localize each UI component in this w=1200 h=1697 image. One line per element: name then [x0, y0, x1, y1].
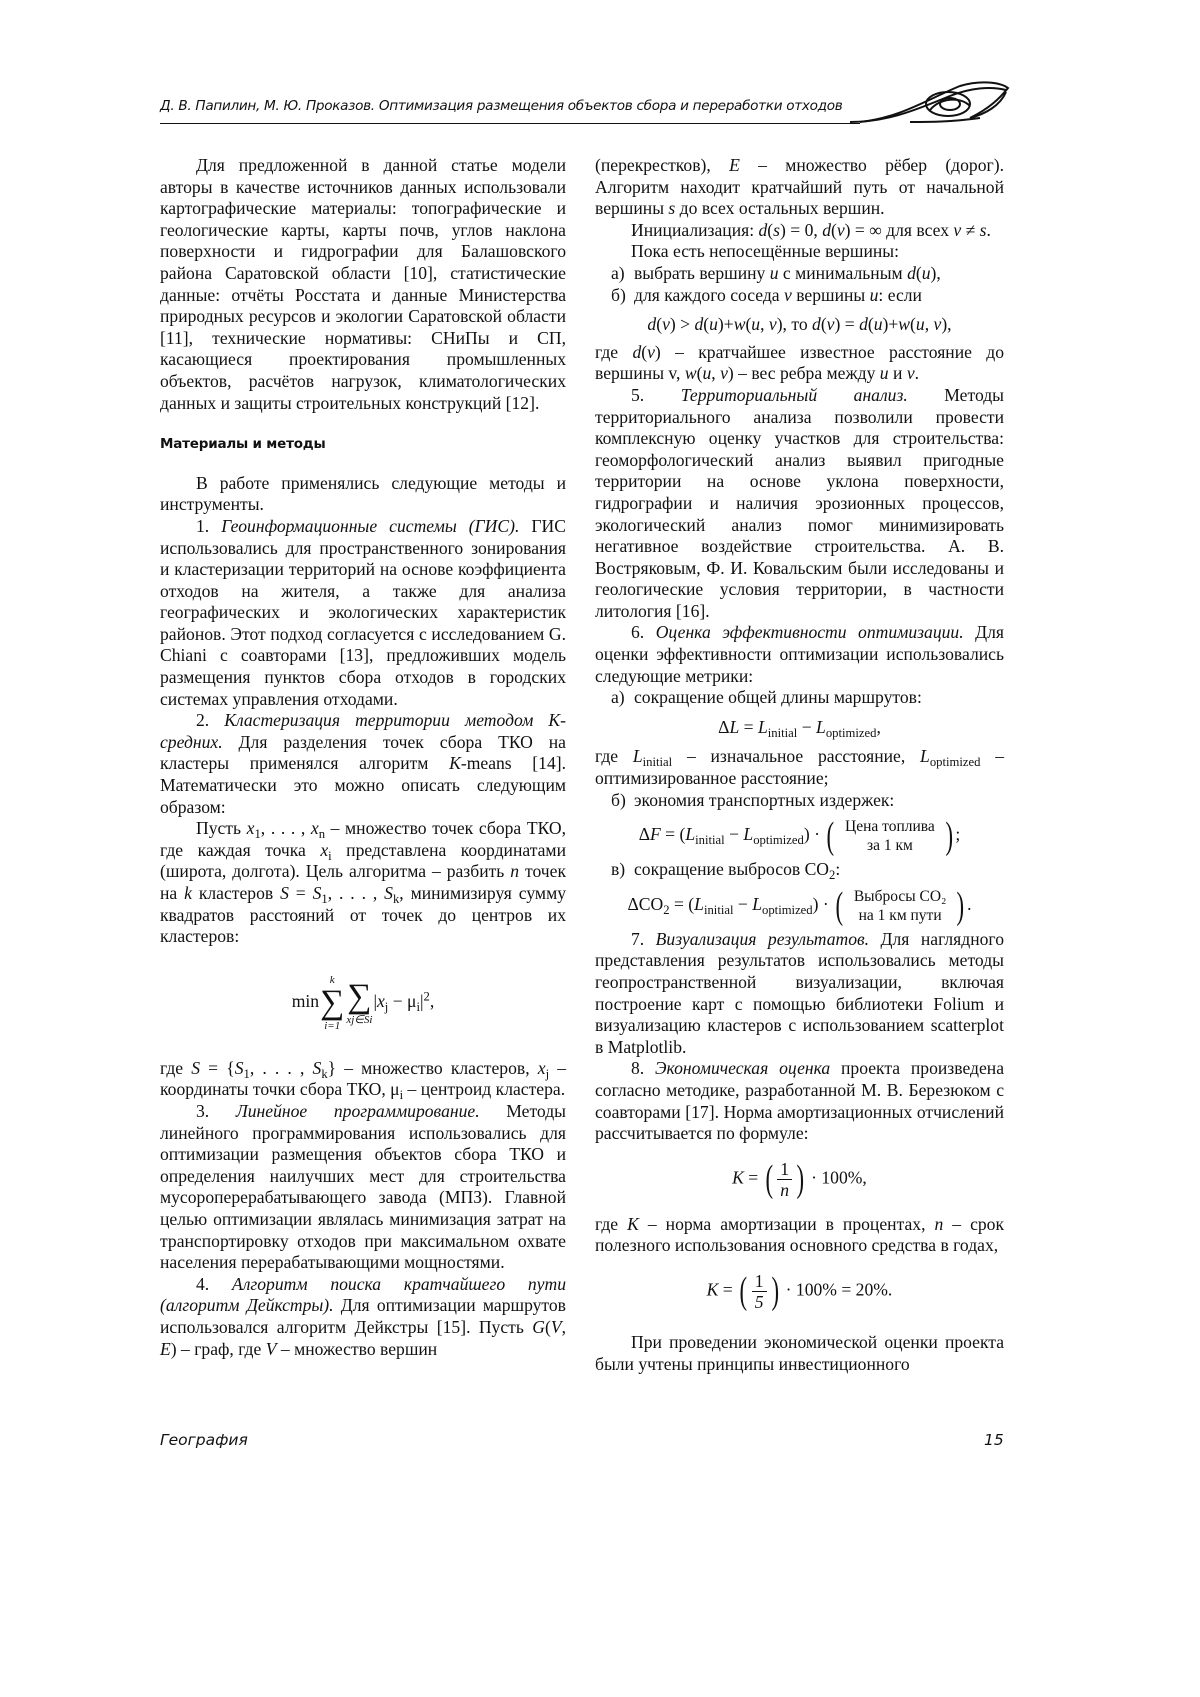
text-run: , . . . ,	[260, 818, 311, 839]
text-run: w	[733, 314, 746, 335]
text-run: optimized	[929, 755, 981, 770]
text-run: ,	[429, 990, 435, 1011]
text-run: Оценка эффективности оптимизации.	[655, 622, 964, 643]
text-run: S	[384, 883, 393, 903]
list-item-text	[634, 790, 1004, 812]
text-run: j	[384, 999, 389, 1014]
text-run: до всех остальных вершин.	[675, 198, 885, 219]
text-run: L	[729, 716, 740, 737]
text-run: проекта произведена согласно методике, разработанной М. В. Березюком с соавторами [17]. Норма амортизационных отчислений рассчитывается по формуле:	[595, 1058, 1005, 1144]
list-marker: а)	[611, 687, 625, 708]
text-run: ,	[760, 314, 769, 335]
text-run: , . . . ,	[327, 883, 385, 903]
numerator: 1	[777, 1159, 792, 1180]
summation-symbol	[320, 974, 344, 1032]
text-run: для каждого соседа	[634, 284, 784, 305]
text-run: 7.	[631, 928, 656, 949]
text-run: представлена координатами (широта, долгота). Цель алгоритма – разбить	[160, 839, 566, 882]
text-run: ) ·	[803, 824, 825, 845]
fraction	[854, 887, 947, 925]
text-run: S	[312, 1057, 322, 1078]
text-run: u	[709, 314, 718, 335]
journal-section: География	[160, 1431, 248, 1449]
text-run: Методы линейного программирования использовались для оптимизации размещения объектов сбора ТКО и определения наилучших мест для строительства мусороперерабатывающего завода (МПЗ). Главной целью оптимизации являлась минимизация затрат на транспортировку отходов при максимальном охвате населения перерабатывающими мощностями.	[160, 1100, 566, 1273]
text-run: Территориальный анализ.	[680, 384, 908, 405]
display-formula	[160, 974, 566, 1032]
text-run: i	[416, 999, 420, 1014]
paragraph	[160, 1274, 566, 1360]
text-run: v	[953, 219, 962, 240]
text-run: сокращение выбросов CO	[634, 859, 830, 880]
text-run: ) =	[834, 314, 860, 335]
text-run: (	[867, 314, 874, 335]
text-run: d	[907, 262, 916, 283]
text-run: v	[720, 363, 728, 384]
text-run: Для оптимизации маршрутов использовался алгоритм Дейкстры [15]. Пусть	[160, 1295, 566, 1337]
fraction	[777, 1159, 792, 1200]
list-item-text	[634, 285, 1004, 307]
text-run: d	[632, 341, 642, 362]
denominator: на 1 км пути	[858, 906, 942, 924]
text-run: k	[392, 891, 400, 906]
text-run: V	[550, 1316, 562, 1337]
right-paren: )	[945, 815, 953, 858]
text-run: ,	[876, 716, 881, 737]
text-run: Пусть	[196, 818, 247, 839]
list-item	[611, 263, 1004, 285]
text-run: F	[650, 824, 661, 845]
text-run: ГИС использовались для пространственного зонирования и кластеризации территорий на основе коэффициента отходов на жителя, а также для анализа географических и экологических характеристик районов. Этот подход согласуется с исследованием G. Chiani с соавторами [13], предложивших модель размещения пунктов сбора отходов в городских системах управления отходами.	[160, 515, 566, 709]
text-run: – изначальное расстояние,	[672, 746, 921, 767]
text-run: ) = ∞ для всех	[844, 219, 954, 240]
text-run: v	[647, 341, 655, 362]
text-run: u	[879, 363, 889, 384]
text-run: K	[732, 1167, 744, 1188]
left-paren: (	[835, 884, 844, 927]
text-run: ,	[561, 1316, 566, 1337]
text-run: v	[768, 314, 777, 335]
header-rule	[160, 123, 860, 124]
text-run: u	[702, 363, 712, 384]
text-run: Пока есть непосещённые вершины:	[631, 241, 899, 262]
text-run: L	[694, 893, 704, 914]
text-run: (	[544, 1316, 551, 1337]
text-run: 1	[321, 891, 328, 906]
text-run: L	[632, 746, 643, 767]
text-run: V	[265, 1338, 277, 1359]
text-run: v	[662, 314, 670, 335]
text-run: : если	[878, 284, 922, 305]
page-number: 15	[984, 1431, 1004, 1449]
text-run: ) = 0,	[780, 219, 823, 240]
text-run: s	[668, 198, 676, 219]
left-paren: (	[765, 1158, 773, 1201]
text-run: d	[694, 314, 704, 335]
text-run: – центроид кластера.	[403, 1079, 566, 1100]
numerator: Выбросы CO₂	[853, 887, 947, 905]
text-run: L	[757, 716, 768, 737]
denominator: за 1 км	[866, 837, 913, 855]
text-run: 3.	[196, 1100, 236, 1121]
text-run: , минимизируя сумму квадратов расстояний от точек до центров их кластеров:	[160, 883, 566, 947]
text-run: x	[246, 818, 255, 839]
text-run: где	[595, 746, 633, 767]
display-formula	[595, 884, 1004, 927]
text-run: сокращение общей длины маршрутов:	[634, 687, 922, 708]
text-run: (	[745, 314, 752, 335]
list-item	[611, 687, 1004, 709]
text-run: 2	[423, 989, 430, 1004]
paragraph	[595, 241, 1004, 263]
text-run: d	[758, 219, 768, 240]
text-run: u	[873, 314, 883, 335]
text-run: optimized	[753, 833, 804, 848]
text-run: initial	[642, 755, 673, 770]
text-run: Визуализация результатов.	[655, 928, 870, 949]
sigma-icon: ∑	[320, 983, 345, 1021]
paragraph	[595, 1332, 1004, 1375]
display-formula	[595, 1159, 1004, 1200]
text-run: Для разделения точек сбора ТКО на кластеры применялся алгоритм	[160, 731, 566, 774]
text-run: E	[729, 155, 740, 175]
paragraph	[160, 1058, 566, 1101]
text-run: = (	[669, 893, 695, 914]
text-run: L	[816, 716, 826, 737]
text-run: 2	[663, 902, 670, 917]
text-run: L	[743, 824, 754, 845]
text-run: initial	[695, 833, 725, 848]
text-run: Для наглядного представления результатов использовались методы геопространственной визуализации, включая построение карт с помощью библиотеки Folium и визуализацию кластеров с использованием scatterplot в Matplotlib.	[595, 928, 1004, 1057]
running-title: Д. В. Папилин, М. Ю. Проказов. Оптимизация размещения объектов сбора и переработки отходов	[160, 98, 843, 114]
list-marker: б)	[611, 284, 626, 305]
paragraph	[160, 155, 566, 414]
text-run: n	[318, 827, 326, 842]
display-formula	[595, 815, 1004, 858]
text-run: -means [14]. Математически это можно описать следующим образом:	[160, 753, 566, 817]
text-run: u	[921, 262, 931, 283]
text-run: L	[752, 893, 763, 914]
text-run: min	[291, 990, 320, 1011]
sum-upper-limit: k	[329, 973, 335, 986]
text-run: 6.	[631, 622, 656, 643]
text-run: d	[812, 314, 821, 335]
text-run: G	[532, 1316, 545, 1337]
paragraph	[160, 516, 566, 710]
text-run: k	[184, 883, 192, 903]
sigma-icon: ∑	[347, 977, 372, 1015]
right-column	[595, 155, 1004, 1375]
text-run: E	[160, 1338, 171, 1359]
paragraph	[160, 710, 566, 818]
text-run: ) – вес ребра между	[727, 363, 880, 384]
text-run: (	[696, 363, 703, 384]
right-paren: )	[771, 1270, 779, 1313]
text-run: – множество точек сбора ТКО, где каждая точка	[160, 818, 566, 860]
left-column	[160, 155, 566, 1360]
list-marker: в)	[611, 859, 626, 880]
text-run: 2	[829, 868, 836, 883]
paragraph	[595, 155, 1004, 220]
journal-ornament-icon	[850, 78, 1010, 136]
list-marker: а)	[611, 262, 625, 283]
text-run: d	[859, 314, 868, 335]
text-run: i	[399, 1088, 404, 1103]
text-run: n	[510, 861, 520, 882]
text-run: .	[914, 363, 920, 384]
text-run: , . . . ,	[249, 1057, 313, 1078]
text-run: =	[718, 1279, 738, 1300]
text-run: x	[537, 1057, 546, 1078]
text-run: Кластеризация территории методом K-средних.	[160, 710, 567, 752]
text-run: i	[328, 848, 332, 863]
text-run: (	[830, 219, 837, 240]
text-run: )+	[882, 314, 899, 335]
text-run: (	[820, 314, 827, 335]
text-run: .	[986, 219, 991, 240]
text-run: · 100% = 20%.	[781, 1279, 893, 1300]
text-run: =	[288, 883, 313, 903]
text-run: При проведении экономической оценки проекта были учтены принципы инвестиционного	[595, 1331, 1004, 1374]
text-run: j	[545, 1066, 550, 1081]
text-run: вершины	[791, 284, 870, 305]
text-run: где	[595, 1213, 628, 1234]
text-run: и	[888, 363, 907, 384]
text-run: (	[641, 341, 648, 362]
denominator: 5	[754, 1291, 764, 1312]
text-run: −	[724, 824, 744, 845]
text-run: optimized	[762, 902, 813, 917]
left-paren: (	[826, 815, 835, 858]
text-run: ),	[941, 314, 952, 335]
text-run: – норма амортизации в процентах,	[638, 1213, 935, 1234]
text-run: =	[739, 716, 758, 737]
text-run: (	[767, 219, 774, 240]
text-run: x	[376, 990, 385, 1011]
right-paren: )	[796, 1158, 805, 1201]
text-run: экономия транспортных издержек:	[634, 789, 895, 810]
text-run: 5.	[631, 384, 681, 405]
text-run: · 100%,	[806, 1167, 867, 1188]
text-run: .	[967, 893, 972, 914]
text-run: ;	[955, 824, 961, 845]
text-run: initial	[703, 902, 734, 917]
list-item-text	[634, 687, 1004, 709]
text-run: u	[769, 262, 779, 283]
text-run: с минимальным	[778, 262, 908, 283]
display-formula	[595, 1271, 1004, 1312]
text-run: |	[373, 990, 377, 1011]
text-run: =	[743, 1167, 763, 1188]
list-item-text	[634, 859, 1004, 881]
paragraph	[595, 220, 1004, 242]
paragraph	[595, 746, 1004, 789]
text-run: n	[934, 1213, 944, 1234]
text-run: (перекрестков),	[595, 155, 730, 175]
text-run: optimized	[825, 725, 877, 740]
text-run: – координаты точки сбора ТКО, μ	[160, 1057, 567, 1100]
text-run: точек на	[160, 861, 566, 903]
text-run: ) – граф, где	[170, 1338, 266, 1359]
list-item	[611, 859, 1004, 881]
text-run: L	[920, 746, 930, 767]
text-run: v	[933, 314, 942, 335]
text-run: } – множество кластеров,	[327, 1057, 538, 1078]
text-run: − μ	[388, 990, 417, 1011]
text-run: v	[784, 284, 792, 305]
text-run: K	[449, 753, 461, 774]
left-paren: (	[739, 1270, 748, 1313]
text-run: – множество вершин	[276, 1338, 438, 1359]
fraction	[752, 1271, 767, 1312]
text-run: = {	[200, 1057, 235, 1078]
text-run: ≠	[961, 219, 980, 240]
list-item	[611, 790, 1004, 812]
text-run: (	[703, 314, 710, 335]
denominator: n	[780, 1179, 790, 1200]
text-run: −	[733, 893, 753, 914]
text-run: Методы территориального анализа позволили провести комплексную оценку участков для строительства: геоморфологический анализ выявил пригодные территории на основе уклона поверхности, гидрографии и наличия эрозионных процессов, экологический анализ помог минимизировать негативное воздействие строительства. А. В. Востряковым, Ф. И. Ковальским были исследованы и геологические условия территории, в частности литология [16].	[595, 384, 1005, 621]
text-run: кластеров	[191, 883, 281, 903]
text-run: – срок полезного использования основного средства в годах,	[595, 1213, 1005, 1256]
text-run: s	[773, 219, 781, 240]
text-run: – оптимизированное расстояние;	[595, 746, 1004, 789]
text-run: S	[312, 883, 322, 903]
paragraph	[160, 818, 566, 948]
text-run: s	[979, 219, 987, 240]
text-run: В работе применялись следующие методы и инструменты.	[160, 472, 566, 515]
text-run: :	[835, 859, 841, 880]
text-run: ) >	[669, 314, 695, 335]
text-run: 1.	[196, 515, 222, 536]
text-run: initial	[767, 725, 798, 740]
numerator: Цена топлива	[845, 818, 935, 836]
paragraph	[160, 1101, 566, 1274]
text-run: где	[160, 1057, 192, 1078]
paragraph	[595, 342, 1004, 385]
sum-lower-limit: i=1	[324, 1019, 341, 1032]
text-run: w	[684, 363, 697, 384]
running-header	[160, 90, 1005, 130]
text-run: k	[321, 1066, 328, 1081]
text-run: S	[234, 1057, 244, 1078]
text-run: ),	[930, 262, 941, 283]
text-run: 8.	[631, 1058, 655, 1079]
text-run: Δ	[638, 824, 651, 845]
text-run: Экономическая оценка	[654, 1058, 831, 1079]
paragraph	[595, 1214, 1004, 1257]
text-run: L	[685, 824, 696, 845]
text-run: Геоинформационные системы (ГИС).	[221, 515, 520, 536]
text-run: где	[595, 341, 633, 362]
text-run: )+	[717, 314, 734, 335]
right-paren: )	[956, 884, 965, 927]
text-run: u	[751, 314, 761, 335]
text-run: v	[836, 219, 845, 240]
list-marker: б)	[611, 789, 626, 810]
paragraph	[595, 1058, 1004, 1144]
text-run: (	[656, 314, 663, 335]
text-run: x	[320, 839, 329, 860]
text-run: Инициализация:	[631, 219, 759, 240]
display-formula	[595, 314, 1004, 336]
text-run: 2.	[196, 710, 225, 731]
text-run: (	[910, 314, 916, 335]
text-run: d	[822, 219, 831, 240]
text-run: ,	[924, 314, 934, 335]
text-run: Δ	[718, 716, 730, 737]
text-run: Для предложенной в данной статье модели авторы в качестве источников данных использовали картографические материалы: топографические и геологические карты, карты почв, углов наклона поверхности и гидрографии для Балашовского района Саратовской области [10], статистические данные: отчёты Росстата и данные Министерства природных ресурсов и экологии Саратовской области [11], технические нормативы: СНиПы и СП, касающиеся проектирования промышленных объектов, расчётов нагрузок, климатологических данных и защиты строительных конструкций [12].	[160, 155, 566, 413]
fraction	[845, 817, 935, 855]
paragraph	[595, 929, 1004, 1059]
text-run: d	[647, 314, 657, 335]
text-run: – множество рёбер (дорог). Алгоритм находит кратчайший путь от начальной вершины	[595, 155, 1004, 219]
text-run: −	[797, 716, 817, 737]
paragraph	[595, 622, 1004, 687]
paragraph	[160, 473, 566, 516]
text-run: u	[869, 284, 879, 305]
numerator: 1	[752, 1271, 767, 1292]
text-run: u	[915, 314, 925, 335]
summation-symbol	[346, 977, 373, 1026]
text-run: K	[706, 1279, 719, 1300]
list-item-text	[634, 263, 1004, 285]
text-run: Для оценки эффективности оптимизации использовались следующие метрики:	[595, 622, 1004, 686]
text-run: 1	[243, 1066, 250, 1081]
text-run: |	[420, 990, 424, 1011]
text-run: ), то	[776, 314, 813, 335]
sum-lower-limit: xj∈Si	[346, 1013, 373, 1026]
text-run: ΔCO	[627, 893, 664, 914]
text-run: Алгоритм поиска кратчайшего пути (алгоритм Дейкстры).	[160, 1273, 566, 1316]
text-run: (	[915, 262, 922, 283]
text-run: K	[627, 1213, 639, 1234]
text-run: = (	[660, 824, 686, 845]
text-run: выбрать вершину	[634, 262, 770, 283]
text-run: S	[191, 1057, 201, 1078]
text-run: v	[826, 314, 835, 335]
text-run: v	[906, 363, 915, 384]
text-run: ,	[711, 363, 721, 384]
text-run: 4.	[196, 1273, 232, 1294]
text-run: ) ·	[812, 893, 834, 914]
display-formula	[595, 717, 1004, 739]
paragraph	[595, 385, 1004, 623]
text-run: 1	[254, 827, 261, 842]
text-run: Линейное программирование.	[235, 1100, 480, 1121]
text-run: x	[310, 818, 319, 839]
list-item	[611, 285, 1004, 307]
text-run: w	[898, 314, 911, 335]
text-run: ) – кратчайшее известное расстояние до вершины v,	[595, 341, 1005, 384]
section-heading: Материалы и методы	[160, 436, 326, 453]
text-run: S	[280, 883, 289, 903]
